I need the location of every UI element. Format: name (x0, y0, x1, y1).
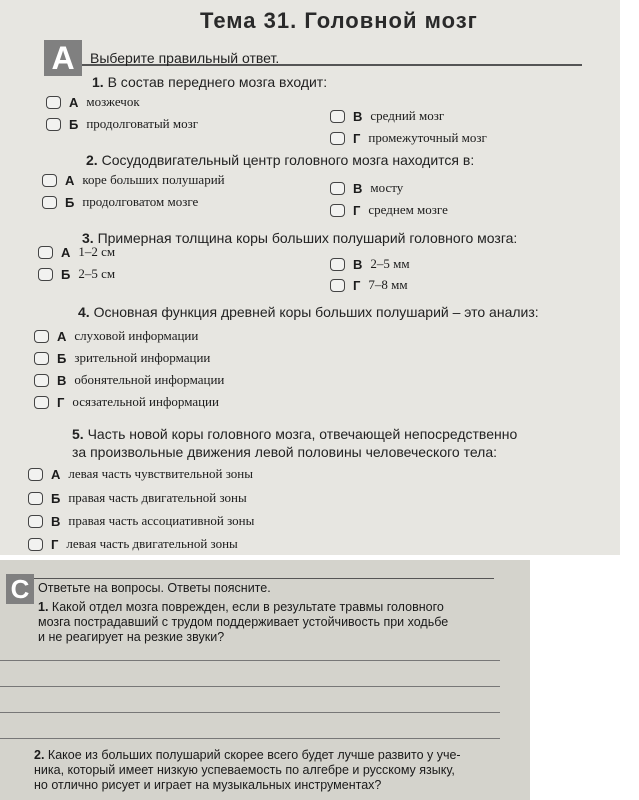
question-line: мозга пострадавший с трудом поддерживает устойчивость при ходьбе (38, 615, 449, 629)
option-text: 2–5 мм (370, 256, 410, 271)
question-line: Какой отдел мозга поврежден, если в результате травмы головного (51, 600, 444, 614)
section-a-badge: A (44, 40, 82, 76)
answer-checkbox[interactable] (28, 468, 43, 481)
page-title: Тема 31. Головной мозг (200, 8, 478, 33)
question-line: но отлично рисует и играет на музыкальных инструментах? (34, 778, 382, 792)
answer-option[interactable] (28, 513, 254, 529)
option-letter: В (51, 513, 61, 529)
option-text: обонятельной информации (74, 372, 225, 387)
option-letter: Б (51, 490, 61, 506)
answer-checkbox[interactable] (330, 279, 345, 292)
question-text-line-2: за произвольные движения левой половины человеческого тела: (72, 444, 497, 460)
answer-option[interactable] (38, 244, 115, 260)
option-text: средний мозг (370, 108, 445, 123)
answer-option[interactable] (42, 194, 198, 210)
answer-checkbox[interactable] (28, 515, 43, 528)
option-letter: А (69, 94, 79, 110)
option-text: слуховой информации (74, 328, 199, 343)
section-c-rule (34, 578, 494, 579)
answer-checkbox[interactable] (38, 246, 53, 259)
question-number: 4. (78, 304, 90, 320)
section-c-instruction: Ответьте на вопросы. Ответы поясните. (38, 581, 271, 595)
answer-option[interactable] (34, 394, 219, 410)
question-1 (92, 74, 327, 90)
question-2 (86, 152, 474, 168)
answer-checkbox[interactable] (34, 330, 49, 343)
option-text: зрительной информации (74, 350, 211, 365)
answer-option[interactable] (330, 108, 444, 124)
option-letter: Г (353, 130, 361, 146)
question-5 (72, 426, 517, 442)
option-letter: Б (69, 116, 79, 132)
answer-option[interactable] (330, 277, 408, 293)
answer-line[interactable] (0, 738, 500, 739)
question-text: Сосудодвигательный центр головного мозга находится в: (101, 152, 475, 168)
option-letter: В (57, 372, 67, 388)
option-text: продолговатом мозге (82, 194, 199, 209)
answer-checkbox[interactable] (42, 196, 57, 209)
option-letter: Г (57, 394, 65, 410)
option-letter: Г (353, 277, 361, 293)
option-letter: А (61, 244, 71, 260)
question-text: Примерная толщина коры больших полушарий головного мозга: (97, 230, 518, 246)
answer-checkbox[interactable] (42, 174, 57, 187)
answer-option[interactable] (38, 266, 115, 282)
question-line: ника, который имеет низкую успеваемость по алгебре и русскому языку, (34, 763, 455, 777)
option-letter: В (353, 256, 363, 272)
answer-option[interactable] (330, 202, 448, 218)
question-text: Основная функция древней коры больших полушарий – это анализ: (93, 304, 539, 320)
option-letter: А (51, 466, 61, 482)
answer-checkbox[interactable] (330, 258, 345, 271)
question-line: и не реагирует на резкие звуки? (38, 630, 225, 644)
question-number: 2. (34, 748, 45, 762)
option-text: среднем мозге (368, 202, 448, 217)
answer-option[interactable] (34, 372, 224, 388)
answer-option[interactable] (330, 130, 487, 146)
option-text: промежуточный мозг (368, 130, 487, 145)
answer-line[interactable] (0, 712, 500, 713)
answer-checkbox[interactable] (34, 352, 49, 365)
answer-option[interactable] (28, 490, 247, 506)
answer-line[interactable] (0, 660, 500, 661)
answer-option[interactable] (34, 328, 198, 344)
option-letter: В (353, 180, 363, 196)
answer-option[interactable] (330, 256, 410, 272)
answer-option[interactable] (46, 94, 140, 110)
option-letter: В (353, 108, 363, 124)
answer-checkbox[interactable] (46, 118, 61, 131)
option-letter: А (57, 328, 67, 344)
answer-checkbox[interactable] (330, 182, 345, 195)
section-a-instruction: Выберите правильный ответ. (90, 50, 280, 66)
answer-checkbox[interactable] (28, 492, 43, 505)
answer-checkbox[interactable] (330, 132, 345, 145)
option-text: коре больших полушарий (82, 172, 225, 187)
option-text: 1–2 см (78, 244, 116, 259)
option-letter: Б (65, 194, 75, 210)
question-4 (78, 304, 539, 320)
question-number: 2. (86, 152, 98, 168)
question-text: В состав переднего мозга входит: (107, 74, 328, 90)
option-text: мозжечок (86, 94, 140, 109)
option-text: левая часть двигательной зоны (66, 536, 238, 551)
answer-checkbox[interactable] (330, 110, 345, 123)
option-text: осязательной информации (72, 394, 219, 409)
question-number: 3. (82, 230, 94, 246)
option-letter: Б (61, 266, 71, 282)
answer-checkbox[interactable] (28, 538, 43, 551)
question-line: Какое из больших полушарий скорее всего будет лучше развито у уче- (47, 748, 461, 762)
option-letter: Б (57, 350, 67, 366)
answer-line[interactable] (0, 686, 500, 687)
option-text: левая часть чувствительной зоны (68, 466, 253, 481)
question-3 (82, 230, 517, 246)
option-text: правая часть ассоциативной зоны (68, 513, 255, 528)
question-number: 5. (72, 426, 84, 442)
option-text: продолговатый мозг (86, 116, 199, 131)
answer-checkbox[interactable] (38, 268, 53, 281)
answer-checkbox[interactable] (34, 396, 49, 409)
answer-option[interactable] (28, 536, 238, 552)
answer-option[interactable] (330, 180, 403, 196)
option-text: мосту (370, 180, 404, 195)
option-letter: Г (353, 202, 361, 218)
section-c-badge: C (6, 574, 34, 604)
answer-option[interactable] (28, 466, 253, 482)
answer-checkbox[interactable] (46, 96, 61, 109)
answer-option[interactable] (42, 172, 225, 188)
question-5-continued (72, 444, 497, 460)
question-number: 1. (38, 600, 49, 614)
option-letter: Г (51, 536, 59, 552)
option-letter: А (65, 172, 75, 188)
option-text: правая часть двигательной зоны (68, 490, 247, 505)
open-question-2 (34, 748, 461, 793)
option-text: 7–8 мм (368, 277, 408, 292)
question-number: 1. (92, 74, 104, 90)
question-text-line-1: Часть новой коры головного мозга, отвечающей непосредственно (87, 426, 518, 442)
answer-option[interactable] (46, 116, 198, 132)
answer-option[interactable] (34, 350, 210, 366)
open-question-1 (38, 600, 448, 645)
option-text: 2–5 см (78, 266, 116, 281)
answer-checkbox[interactable] (34, 374, 49, 387)
answer-checkbox[interactable] (330, 204, 345, 217)
